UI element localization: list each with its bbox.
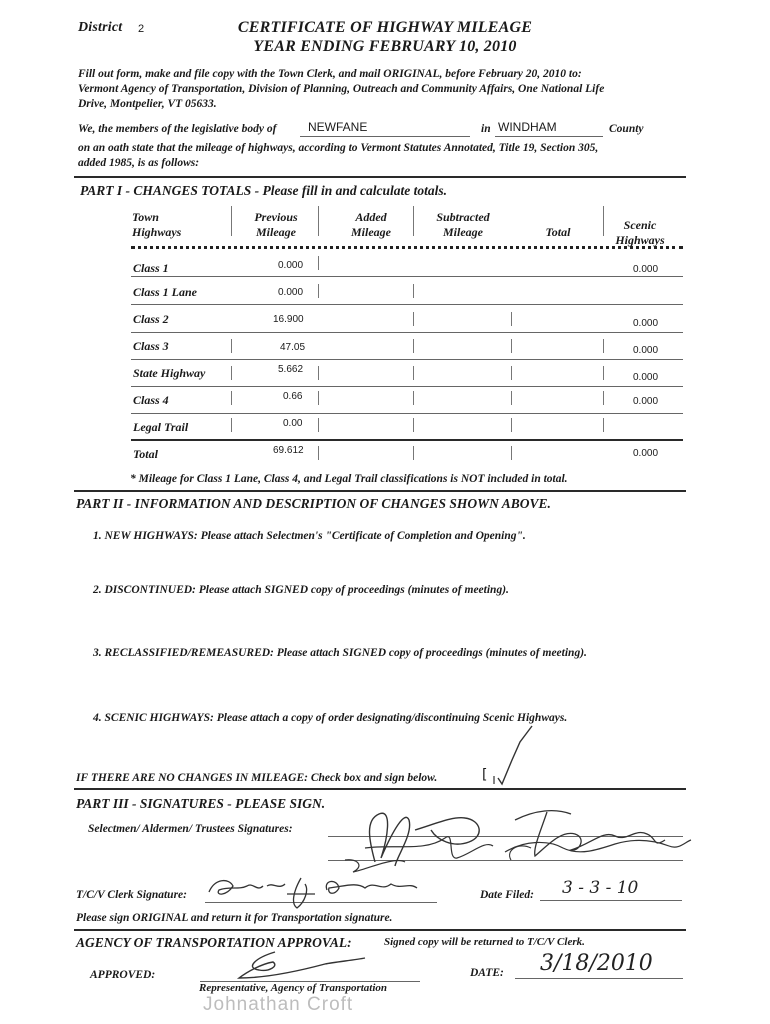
previous-state-highway: 5.662 [278, 364, 304, 375]
part2-item-reclassified: 3. RECLASSIFIED/REMEASURED: Please attach SIGNED copy of proceedings (minutes of meeting). [93, 647, 587, 659]
in-label: in [481, 123, 491, 135]
part1-footnote: * Mileage for Class 1 Lane, Class 4, and Legal Trail classifications is NOT included in total. [130, 473, 568, 485]
no-changes-checkbox[interactable]: [ [482, 767, 488, 783]
row-label-state-highway: State Highway [133, 366, 206, 380]
part2-item-scenic: 4. SCENIC HIGHWAYS: Please attach a copy of order designating/discontinuing Scenic Highways. [93, 712, 568, 724]
part3-heading: PART III - SIGNATURES - PLEASE SIGN. [76, 796, 326, 811]
selectmen-signatures [335, 800, 695, 880]
instructions-line-1: Fill out form, make and file copy with the Town Clerk, and mail ORIGINAL, before February 20, 2010 to: [78, 68, 582, 80]
scenic-class-3: 0.000 [633, 345, 659, 356]
no-changes-label: IF THERE ARE NO CHANGES IN MILEAGE: Check box and sign below. [76, 772, 438, 784]
scenic-state-highway: 0.000 [633, 372, 659, 383]
selectmen-signatures-label: Selectmen/ Aldermen/ Trustees Signatures: [88, 823, 293, 835]
part1-heading: PART I - CHANGES TOTALS - Please fill in and calculate totals. [80, 183, 448, 198]
row-label-class-3: Class 3 [133, 339, 169, 353]
district-label: District [78, 20, 123, 35]
part2-item-discontinued: 2. DISCONTINUED: Please attach SIGNED copy of proceedings (minutes of meeting). [93, 584, 509, 596]
oath-prefix: We, the members of the legislative body of [78, 123, 277, 135]
oath-line-3: added 1985, is as follows: [78, 157, 200, 169]
clerk-signature [205, 872, 445, 912]
previous-class-1: 0.000 [278, 260, 304, 271]
previous-class-4: 0.66 [283, 391, 303, 402]
stamp-name: Johnathan Croft [203, 994, 354, 1015]
oath-line-2: on an oath state that the mileage of highways, according to Vermont Statutes Annotated, Title 19, Section 305, [78, 142, 599, 154]
row-label-class-1: Class 1 [133, 261, 169, 275]
row-label-legal-trail: Legal Trail [133, 420, 189, 434]
previous-legal-trail: 0.00 [283, 418, 303, 429]
scenic-total: 0.000 [633, 448, 659, 459]
previous-total: 69.612 [273, 445, 304, 456]
check-mark [480, 722, 540, 787]
previous-class-2: 16.900 [273, 314, 304, 325]
col-previous-mileage: Previous Mileage [254, 210, 298, 239]
row-label-class-1-lane: Class 1 Lane [133, 285, 198, 299]
approval-date-value: 3/18/2010 [540, 951, 653, 976]
col-total: Total [545, 225, 571, 239]
part2-heading: PART II - INFORMATION AND DESCRIPTION OF CHANGES SHOWN ABOVE. [76, 496, 551, 511]
approval-date-label: DATE: [470, 967, 504, 979]
col-town-highways: Town Highways [132, 210, 182, 239]
scenic-class-4: 0.000 [633, 396, 659, 407]
row-label-class-4: Class 4 [133, 393, 169, 407]
row-label-class-2: Class 2 [133, 312, 169, 326]
col-scenic-highways: Scenic Highways [615, 218, 665, 247]
instructions-line-2: Vermont Agency of Transportation, Division of Planning, Outreach and Community Affairs, One National Life [78, 83, 605, 95]
date-filed-label: Date Filed: [480, 889, 534, 901]
col-added-mileage: Added Mileage [351, 210, 391, 239]
date-filed-value: 3 - 3 - 10 [562, 878, 639, 898]
town-name: NEWFANE [308, 120, 368, 134]
return-note: Please sign ORIGINAL and return it for Transportation signature. [76, 912, 393, 924]
scenic-class-2: 0.000 [633, 318, 659, 329]
county-name: WINDHAM [498, 120, 557, 134]
agency-note: Signed copy will be returned to T/C/V Clerk. [384, 936, 585, 948]
scenic-class-1: 0.000 [633, 264, 659, 275]
approved-label: APPROVED: [90, 969, 156, 981]
representative-label: Representative, Agency of Transportation [199, 982, 388, 994]
clerk-signature-label: T/C/V Clerk Signature: [76, 889, 187, 901]
col-subtracted-mileage: Subtracted Mileage [436, 210, 490, 239]
row-label-total: Total [133, 447, 158, 461]
district-value: 2 [138, 23, 145, 35]
county-label: County [609, 123, 644, 135]
form-title: CERTIFICATE OF HIGHWAY MILEAGE [237, 19, 533, 36]
instructions-line-3: Drive, Montpelier, VT 05633. [78, 98, 217, 110]
part2-item-new-highways: 1. NEW HIGHWAYS: Please attach Selectmen's "Certificate of Completion and Opening". [93, 530, 526, 542]
form-subtitle: YEAR ENDING FEBRUARY 10, 2010 [253, 38, 517, 55]
agency-heading: AGENCY OF TRANSPORTATION APPROVAL: [76, 935, 352, 950]
previous-class-1-lane: 0.000 [278, 287, 304, 298]
previous-class-3: 47.05 [280, 342, 306, 353]
